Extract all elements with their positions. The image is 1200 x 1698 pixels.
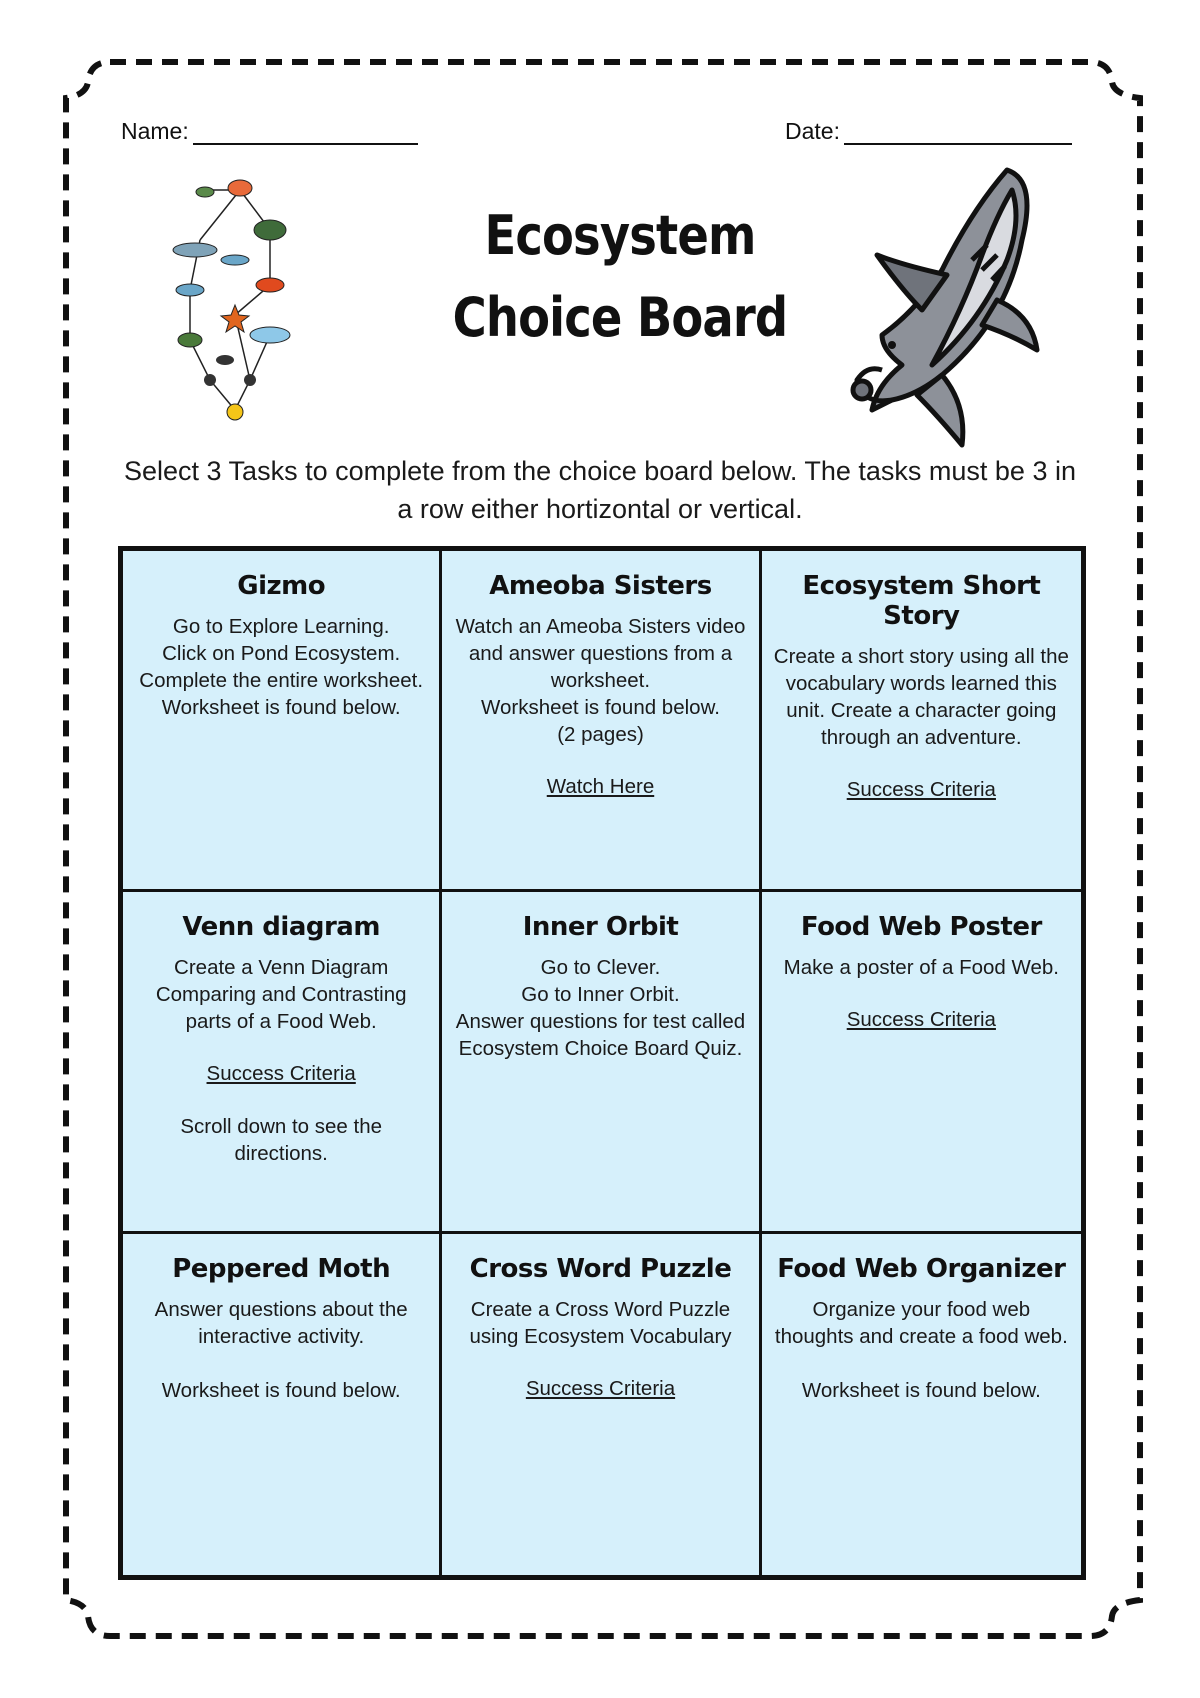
cell-note: Worksheet is found below. — [801, 1378, 1041, 1402]
page-title — [448, 195, 792, 359]
cell-title: Peppered Moth — [172, 1253, 391, 1284]
watch-here-link[interactable]: Watch Here — [546, 775, 655, 798]
name-label: Name: — [121, 118, 189, 144]
cell-description: Create a Venn Diagram Comparing and Contrasting parts of a Food Web. — [155, 956, 407, 1034]
success-criteria-link[interactable]: Success Criteria — [525, 1376, 676, 1400]
success-criteria-link[interactable]: Success Criteria — [206, 1062, 356, 1086]
date-field[interactable] — [785, 118, 1072, 145]
board-cell-ameoba-sisters — [442, 551, 761, 892]
cell-description: Create a Cross Word Puzzle using Ecosystem Vocabulary — [469, 1297, 732, 1348]
date-blank-line[interactable] — [844, 119, 1072, 145]
board-cell-inner-orbit — [442, 892, 761, 1233]
cell-title: Ecosystem Short Story — [802, 571, 1041, 631]
cell-description: Go to Clever. Go to Inner Orbit. Answer questions for test called Ecosystem Choice Board Quiz. — [455, 956, 746, 1061]
cell-description: Watch an Ameoba Sisters video and answer questions from a worksheet. Worksheet is found below. (2 pages) — [455, 615, 746, 746]
cell-title: Food Web Poster — [800, 912, 1042, 943]
name-blank-line[interactable] — [193, 119, 418, 145]
cell-description: Make a poster of a Food Web. — [783, 956, 1060, 980]
cell-title: Food Web Organizer — [777, 1253, 1066, 1284]
cell-title: Venn diagram — [182, 912, 380, 943]
choice-board-grid — [118, 546, 1086, 1580]
cell-description: Answer questions about the interactive activity. — [154, 1297, 408, 1348]
board-cell-peppered-moth — [123, 1234, 442, 1575]
cell-description: Create a short story using all the vocabulary words learned this unit. Create a character going through an adventure. — [773, 645, 1069, 749]
cell-title: Cross Word Puzzle — [469, 1253, 732, 1284]
board-cell-venn-diagram — [123, 892, 442, 1233]
cell-title: Inner Orbit — [522, 912, 679, 943]
food-web-illustration-icon — [150, 170, 320, 430]
date-label: Date: — [785, 118, 840, 144]
board-cell-food-web-poster — [762, 892, 1081, 1233]
cell-description: Go to Explore Learning. Click on Pond Ecosystem. Complete the entire worksheet. Worksheet is found below. — [139, 615, 424, 719]
success-criteria-link[interactable]: Success Criteria — [846, 778, 996, 801]
cell-title: Ameoba Sisters — [489, 571, 712, 601]
board-cell-ecosystem-short-story — [762, 551, 1081, 892]
title-line-1: Ecosystem — [484, 204, 756, 267]
cell-note: Scroll down to see the directions. — [180, 1115, 383, 1166]
success-criteria-link[interactable]: Success Criteria — [846, 1008, 996, 1032]
shark-illustration-icon — [822, 160, 1052, 450]
board-cell-food-web-organizer — [762, 1234, 1081, 1575]
cell-description: Organize your food web thoughts and create a food web. — [774, 1297, 1068, 1348]
cell-note: Worksheet is found below. — [161, 1378, 401, 1402]
instructions-text: Select 3 Tasks to complete from the choice board below. The tasks must be 3 in a row either hortizontal or vertical. — [123, 456, 1076, 524]
board-cell-gizmo — [123, 551, 442, 892]
title-line-2: Choice Board — [452, 286, 788, 349]
cell-title: Gizmo — [237, 571, 326, 601]
board-cell-cross-word-puzzle — [442, 1234, 761, 1575]
name-field[interactable] — [121, 118, 418, 145]
